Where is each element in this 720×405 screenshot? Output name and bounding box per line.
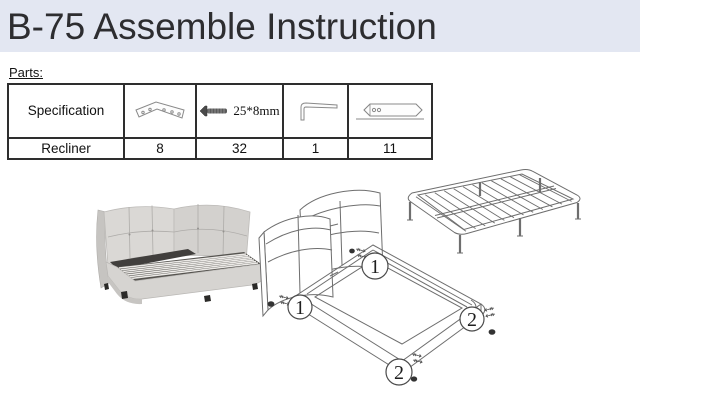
callout-2-bottom-label: 2 [394,362,404,384]
flat-head-bolt-icon [199,104,229,118]
callout-1-left [288,295,312,319]
qty-bolt: 32 [231,140,248,156]
wood-slat-icon [354,97,426,125]
corner-bracket-icon [134,98,186,124]
title-bar [0,0,640,52]
qty-bracket: 8 [156,140,164,156]
callout-1-top [362,253,388,279]
callout-1-top-label: 1 [370,256,380,278]
callout-1-left-label: 1 [295,297,305,319]
page-title: B-75 Assemble Instruction [7,5,437,47]
callout-2-bottom [386,359,412,385]
parts-label: Parts: [9,65,43,80]
qty-allen-key: 1 [311,140,320,156]
spec-header: Specification [27,103,105,118]
qty-slat: 11 [382,140,397,156]
assembled-bed-image [84,196,269,311]
callout-2-right [460,307,484,331]
callout-2-right-label: 2 [467,309,477,331]
slat-base-diagram [394,162,598,257]
parts-table [7,83,433,160]
bolt-size-label: 25*8mm [233,103,280,118]
allen-key-icon [293,98,339,124]
row-label: Recliner [41,140,91,156]
table-row-specification [8,84,432,138]
table-row-recliner [8,138,432,159]
